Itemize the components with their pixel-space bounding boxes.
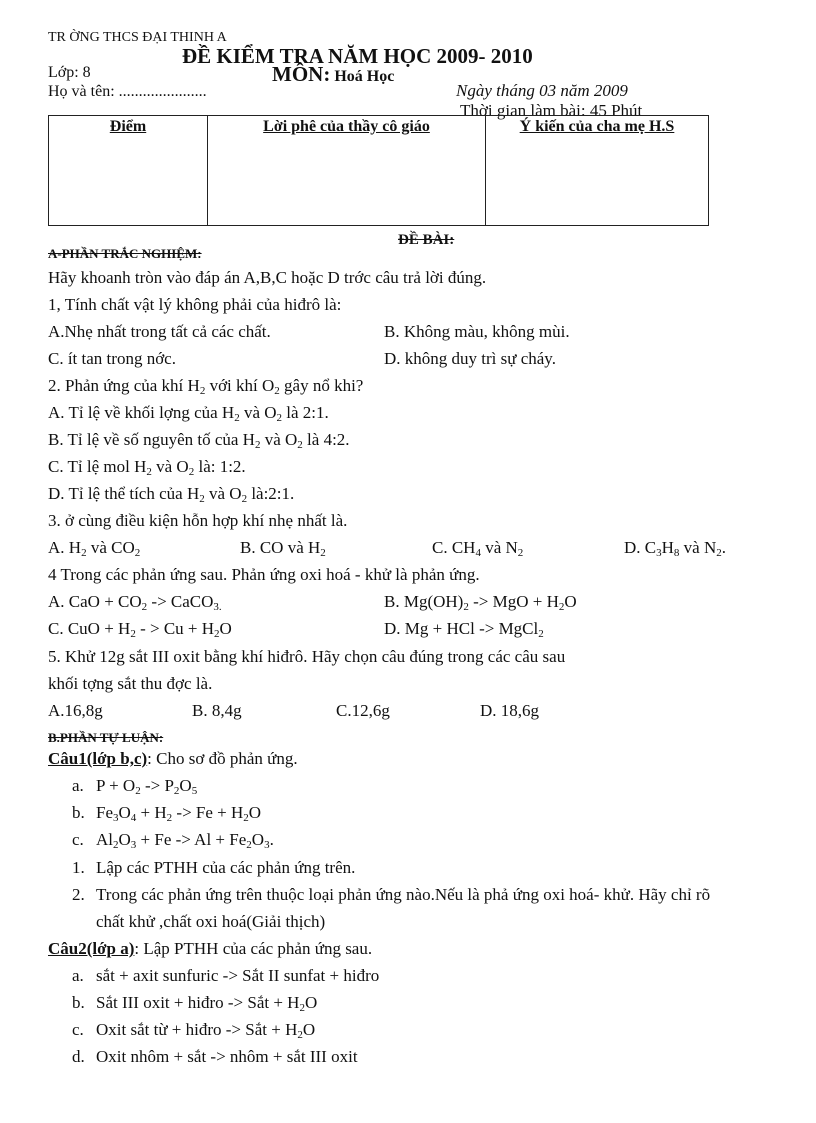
q2-reaction-a: a. sắt + axit sunfuric -> Sắt II sunfat + hiđro bbox=[72, 966, 380, 985]
name-line: Họ và tên: ...................... bbox=[48, 83, 207, 100]
exam-title: ĐỀ KIỂM TRA NĂM HỌC 2009- 2010 bbox=[182, 44, 533, 68]
q2-reaction-b: b. Sắt III oxit + hiđro -> Sắt + $H_2O$ bbox=[72, 993, 318, 1014]
q3-option-d: D. $C_3H_8$ và $N_2$. bbox=[624, 538, 726, 559]
q3-option-a: A. $H_2$ và $CO_2$ bbox=[48, 538, 141, 559]
q1-task-1: 1. Lập các PTHH của các phản ứng trên. bbox=[72, 858, 356, 877]
part-a-instruction: Hãy khoanh tròn vào đáp án A,B,C hoặc D trớc câu trả lời đúng. bbox=[48, 268, 487, 287]
q3-option-c: C. $CH_4$ và $N_2$ bbox=[432, 538, 524, 559]
q5-text-line2: khối tợng sắt thu đợc là. bbox=[48, 674, 213, 693]
subject-value: Hoá Học bbox=[334, 68, 395, 85]
q1-task-2: 2. Trong các phản ứng trên thuộc loại phản ứng nào.Nếu là phả ứng oxi hoá- khử. Hãy chỉ rõ bbox=[72, 885, 711, 904]
q1-reaction-b: b. $Fe_3O_4 + H_2 -> Fe + H_2O$ bbox=[72, 803, 262, 824]
q5-text-line1: 5. Khử 12g sắt III oxit bằng khí hiđrô. Hãy chọn câu đúng trong các câu sau bbox=[48, 647, 566, 666]
q5-option-a: A.16,8g bbox=[48, 701, 103, 720]
part-a-heading: A-PHẦN TRẮC NGHIỆM: bbox=[48, 246, 202, 261]
grade-col-teacher-comment: Lời phê của thầy cô giáo bbox=[208, 116, 486, 226]
q4-option-b: B. $Mg(OH)_2$ -> MgO + $H_2O$ bbox=[384, 592, 577, 613]
part-b-heading: B.PHẦN TỰ LUẬN: bbox=[48, 730, 164, 745]
q2-option-d: D. Tỉ lệ thể tích của $H_2$ và $O_2$ là:2:1. bbox=[48, 484, 295, 505]
q3-text: 3. ở cùng điều kiện hỗn hợp khí nhẹ nhất là. bbox=[48, 511, 348, 530]
question-1-heading: Câu1(lớp b,c): Cho sơ đồ phản ứng. bbox=[48, 749, 298, 768]
q1-option-d: D. không duy trì sự cháy. bbox=[384, 349, 556, 368]
q2-option-b: B. Tỉ lệ về số nguyên tố của $H_2$ và $O_2$ là 4:2. bbox=[48, 430, 350, 451]
q2-option-c: C. Tỉ lệ mol $H_2$ và $O_2$ là: 1:2. bbox=[48, 457, 246, 478]
q4-option-c: C. CuO + $H_2$ - > $Cu + H_2O$ bbox=[48, 619, 232, 640]
grade-col-parent-comment: Ý kiến của cha mẹ H.S bbox=[486, 116, 709, 226]
q5-option-d: D. 18,6g bbox=[480, 701, 540, 720]
q1-text: 1, Tính chất vật lý không phải của hiđrô là: bbox=[48, 295, 342, 314]
grade-col-score: Điểm bbox=[49, 116, 208, 226]
question-2-label: Câu2(lớp a) bbox=[48, 939, 135, 958]
q2-reaction-d: d. Oxit nhôm + sắt -> nhôm + sắt III oxit bbox=[72, 1047, 358, 1066]
grade-table bbox=[48, 115, 709, 226]
question-1-label: Câu1(lớp b,c) bbox=[48, 749, 148, 768]
school-name: TR ỜNG THCS ĐẠI THINH A bbox=[48, 30, 227, 45]
section-title: ĐỀ BÀI: bbox=[398, 232, 455, 248]
date-line: Ngày tháng 03 năm 2009 bbox=[456, 81, 628, 100]
subject-line bbox=[272, 62, 394, 87]
q2-text: 2. Phản ứng của khí $H_2$ với khí $O_2$ gây nổ khi? bbox=[48, 376, 364, 397]
q1-task-2-line2: chất khử ,chất oxi hoá(Giải thịch) bbox=[96, 912, 326, 931]
q4-option-a: A. CaO + $CO_2$ -> CaCO$_{3.}$ bbox=[48, 592, 222, 613]
q3-option-b: B. CO và $H_2$ bbox=[240, 538, 326, 559]
q5-option-c: C.12,6g bbox=[336, 701, 390, 720]
class-line: Lớp: 8 bbox=[48, 64, 91, 81]
q2-reaction-c: c. Oxit sắt từ + hiđro -> Sắt + $H_2O$ bbox=[72, 1020, 316, 1041]
q1-option-a: A.Nhẹ nhất trong tất cả các chất. bbox=[48, 322, 271, 341]
q2-option-a: A. Tỉ lệ về khối lợng của $H_2$ và $O_2$ là 2:1. bbox=[48, 403, 329, 424]
q4-text: 4 Trong các phản ứng sau. Phản ứng oxi hoá - khử là phản ứng. bbox=[48, 565, 480, 584]
q1-option-c: C. ít tan trong nớc. bbox=[48, 349, 176, 368]
q1-reaction-c: c. $Al_2O_3 + Fe -> Al + Fe_2O_3$. bbox=[72, 830, 274, 851]
q5-option-b: B. 8,4g bbox=[192, 701, 242, 720]
q1-reaction-a: a. $P + O_2 -> P_2O_5$ bbox=[72, 776, 198, 797]
q1-option-b: B. Không màu, không mùi. bbox=[384, 322, 570, 341]
subject-label: MÔN: bbox=[272, 62, 331, 86]
question-2-heading: Câu2(lớp a): Lập PTHH của các phản ứng sau. bbox=[48, 939, 373, 958]
q4-option-d: D. Mg + HCl -> MgCl$_2$ bbox=[384, 619, 544, 640]
time-line: Thời gian làm bài: 45 Phút bbox=[460, 101, 643, 120]
